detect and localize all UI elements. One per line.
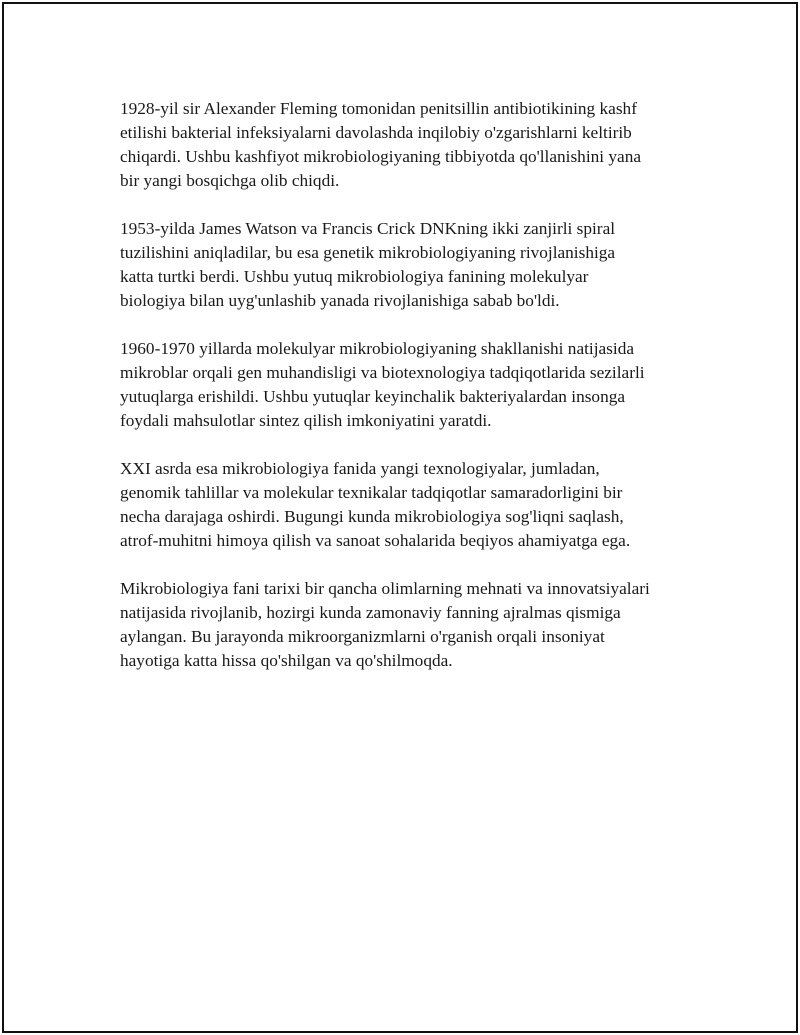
paragraph-line: mikroblar orqali gen muhandisligi va biotexnologiya tadqiqotlarida sezilarli bbox=[120, 363, 645, 382]
page-border bbox=[2, 2, 798, 1033]
paragraph-line: necha darajaga oshirdi. Bugungi kunda mikrobiologiya sog'liqni saqlash, bbox=[120, 507, 624, 526]
paragraph-line: yutuqlarga erishildi. Ushbu yutuqlar keyinchalik bakteriyalardan insonga bbox=[120, 387, 626, 406]
paragraph-1 bbox=[120, 97, 710, 193]
paragraph-line: 1928-yil sir Alexander Fleming tomonidan penitsillin antibiotikining kashf bbox=[120, 99, 637, 118]
paragraph-line: bir yangi bosqichga olib chiqdi. bbox=[120, 171, 340, 190]
paragraph-2 bbox=[120, 217, 710, 313]
paragraph-line: genomik tahlillar va molekular texnikalar tadqiqotlar samaradorligini bir bbox=[120, 483, 623, 502]
paragraph-line: aylangan. Bu jarayonda mikroorganizmlarni o'rganish orqali insoniyat bbox=[120, 627, 605, 646]
paragraph-line: 1960-1970 yillarda molekulyar mikrobiologiyaning shakllanishi natijasida bbox=[120, 339, 635, 358]
paragraph-line: hayotiga katta hissa qo'shilgan va qo'shilmoqda. bbox=[120, 651, 453, 670]
paragraph-line: atrof-muhitni himoya qilish va sanoat sohalarida beqiyos ahamiyatga ega. bbox=[120, 531, 631, 550]
paragraph-line: chiqardi. Ushbu kashfiyot mikrobiologiyaning tibbiyotda qo'llanishini yana bbox=[120, 147, 642, 166]
paragraph-4 bbox=[120, 457, 710, 553]
paragraph-line: 1953-yilda James Watson va Francis Crick DNKning ikki zanjirli spiral bbox=[120, 219, 616, 238]
paragraph-5 bbox=[120, 577, 710, 673]
paragraph-3 bbox=[120, 337, 710, 433]
paragraph-line: tuzilishini aniqladilar, bu esa genetik mikrobiologiyaning rivojlanishiga bbox=[120, 243, 616, 262]
paragraph-line: natijasida rivojlanib, hozirgi kunda zamonaviy fanning ajralmas qismiga bbox=[120, 603, 621, 622]
paragraph-line: XXI asrda esa mikrobiologiya fanida yangi texnologiyalar, jumladan, bbox=[120, 459, 600, 478]
paragraph-line: etilishi bakterial infeksiyalarni davolashda inqilobiy o'zgarishlarni keltirib bbox=[120, 123, 632, 142]
paragraph-line: katta turtki berdi. Ushbu yutuq mikrobiologiya fanining molekulyar bbox=[120, 267, 589, 286]
document-body bbox=[120, 97, 710, 697]
paragraph-line: Mikrobiologiya fani tarixi bir qancha olimlarning mehnati va innovatsiyalari bbox=[120, 579, 650, 598]
paragraph-line: foydali mahsulotlar sintez qilish imkoniyatini yaratdi. bbox=[120, 411, 492, 430]
paragraph-line: biologiya bilan uyg'unlashib yanada rivojlanishiga sabab bo'ldi. bbox=[120, 291, 560, 310]
